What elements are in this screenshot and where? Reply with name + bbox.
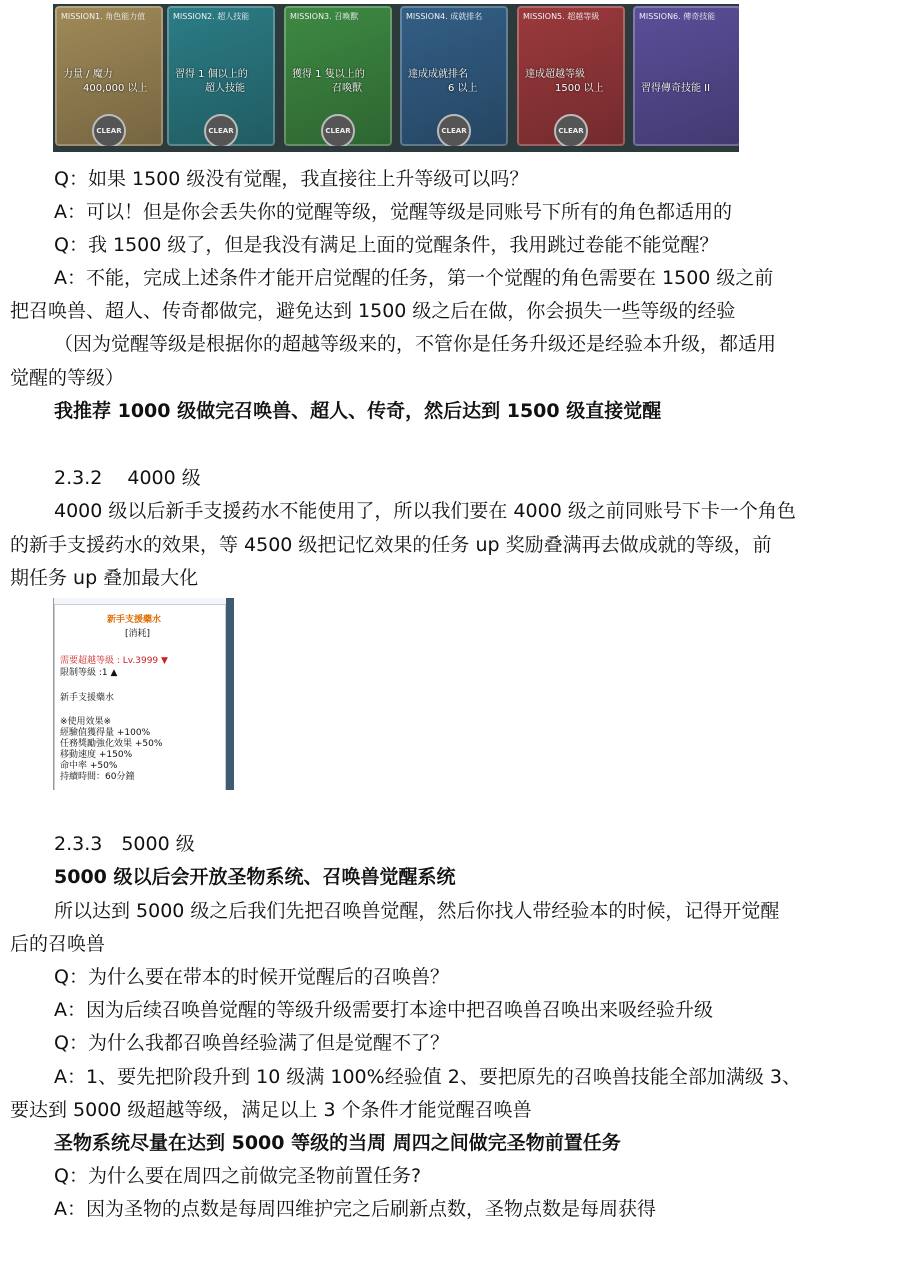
mission-title: MISSION5. 超越等級 [523, 12, 600, 21]
clear-stamp: CLEAR [437, 114, 471, 146]
mission-title: MISSION3. 召喚獸 [290, 12, 359, 21]
mission-desc: 獲得 1 隻以上的 召喚獸 [292, 69, 365, 94]
faq-question: Q：如果 1500 级没有觉醒，我直接往上升等级可以吗？ [54, 168, 529, 190]
mission-card-2 [167, 6, 275, 146]
window-edge [226, 598, 234, 790]
mission-card-6 [633, 6, 739, 146]
paragraph-line: 4000 级以后新手支援药水不能使用了，所以我们要在 4000 级之前同账号下卡一个角色 [54, 500, 796, 522]
required-level: 需要超越等級 : Lv.3999 ▼ [60, 656, 168, 666]
paragraph-line: 所以达到 5000 级之后我们先把召唤兽觉醒，然后你找人带经验本的时候，记得开觉醒 [54, 900, 780, 922]
section-heading: 2.3.2 4000 级 [54, 467, 201, 489]
effect-line: 命中率 +50% [60, 761, 118, 771]
mission-card-1 [55, 6, 163, 146]
faq-question: Q：我 1500 级了，但是我没有满足上面的觉醒条件，我用跳过卷能不能觉醒？ [54, 234, 719, 256]
effect-line: 持續時間：60分鐘 [60, 772, 135, 782]
awakening-mission-banner [53, 4, 739, 152]
faq-question: Q：为什么要在周四之前做完圣物前置任务? [54, 1165, 422, 1187]
clear-stamp: CLEAR [204, 114, 238, 146]
mission-desc: 習得 1 個以上的 超人技能 [175, 69, 248, 94]
tooltip-panel [54, 604, 226, 790]
clear-stamp: CLEAR [554, 114, 588, 146]
mission-desc: 達成成就排名 6 以上 [408, 69, 478, 94]
recommendation: 圣物系统尽量在达到 5000 等级的当周 周四之间做完圣物前置任务 [54, 1132, 621, 1154]
effect-line: 任務獎勵強化效果 +50% [60, 739, 163, 749]
paragraph-line: 要达到 5000 级超越等级，满足以上 3 个条件才能觉醒召唤兽 [10, 1099, 532, 1121]
faq-answer: A：因为圣物的点数是每周四维护完之后刷新点数，圣物点数是每周获得 [54, 1198, 656, 1220]
mission-card-3 [284, 6, 392, 146]
item-type: [消耗] [125, 629, 151, 639]
mission-card-5 [517, 6, 625, 146]
section-heading: 2.3.3 5000 级 [54, 833, 195, 855]
recommendation: 我推荐 1000 级做完召唤兽、超人、传奇，然后达到 1500 级直接觉醒 [54, 400, 662, 422]
faq-question: Q：为什么我都召唤兽经验满了但是觉醒不了？ [54, 1032, 449, 1054]
paragraph-line: （因为觉醒等级是根据你的超越等级来的，不管你是任务升级还是经验本升级，都适用 [54, 333, 777, 355]
item-name: 新手支援藥水 [107, 615, 162, 625]
faq-answer: A：1、要先把阶段升到 10 级满 100%经验值 2、要把原先的召唤兽技能全部加满级 3、 [54, 1066, 801, 1088]
section-subheading: 5000 级以后会开放圣物系统、召唤兽觉醒系统 [54, 866, 456, 888]
clear-stamp: CLEAR [92, 114, 126, 146]
limit-level: 限制等級 :1 ▲ [60, 668, 118, 678]
clear-stamp: CLEAR [321, 114, 355, 146]
mission-desc: 習得傳奇技能 II [641, 83, 711, 94]
mission-desc: 力量 / 魔力 400,000 以上 [63, 69, 148, 94]
mission-title: MISSION6. 傳奇技能 [639, 12, 716, 21]
paragraph-line: 期任务 up 叠加最大化 [10, 567, 199, 589]
mission-card-4 [400, 6, 508, 146]
potion-tooltip [53, 598, 234, 790]
mission-title: MISSION1. 角色能力值 [61, 12, 146, 21]
faq-question: Q：为什么要在带本的时候开觉醒后的召唤兽？ [54, 966, 449, 988]
effect-line: 移動速度 +150% [60, 750, 133, 760]
paragraph-line: 觉醒的等级） [10, 367, 125, 389]
mission-title: MISSION2. 超人技能 [173, 12, 250, 21]
faq-answer: A：可以！但是你会丢失你的觉醒等级，觉醒等级是同账号下所有的角色都适用的 [54, 201, 732, 223]
paragraph-line: 的新手支援药水的效果，等 4500 级把记忆效果的任务 up 奖励叠满再去做成就的等级，前 [10, 534, 772, 556]
item-label: 新手支援藥水 [60, 693, 115, 703]
faq-answer: A：因为后续召唤兽觉醒的等级升级需要打本途中把召唤兽召唤出来吸经验升级 [54, 999, 713, 1021]
effect-line: 經驗值獲得量 +100% [60, 728, 151, 738]
mission-desc: 達成超越等級 1500 以上 [525, 69, 604, 94]
paragraph-line: 后的召唤兽 [10, 933, 106, 955]
faq-answer: A：不能，完成上述条件才能开启觉醒的任务，第一个觉醒的角色需要在 1500 级之前 [54, 267, 774, 289]
effect-header: ※使用效果※ [60, 717, 112, 727]
mission-title: MISSION4. 成就排名 [406, 12, 483, 21]
paragraph-line: 把召唤兽、超人、传奇都做完，避免达到 1500 级之后在做，你会损失一些等级的经验 [10, 300, 736, 322]
